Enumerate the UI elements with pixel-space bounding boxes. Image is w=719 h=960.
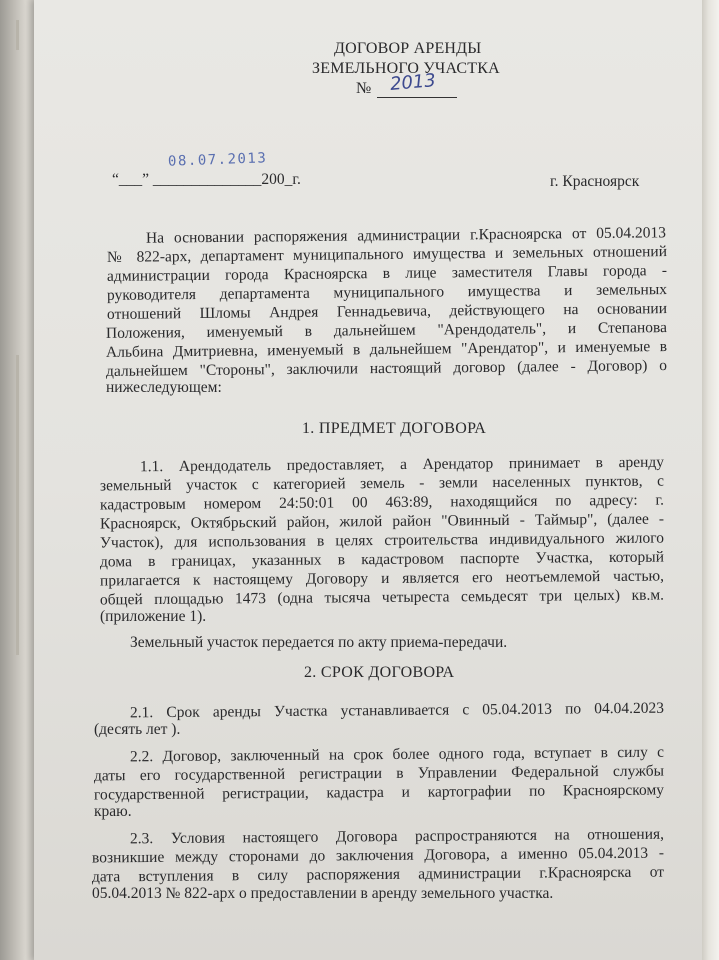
preamble-line: дальнейшем "Стороны", заключили настоящий договор (далее - Договор) о bbox=[105, 357, 668, 380]
section-2-title: 2. СРОК ДОГОВОРА bbox=[304, 664, 455, 681]
binder-mark bbox=[16, 355, 19, 655]
section-1-line: дома в границах, указанных в кадастровом паспорте Участка, который bbox=[99, 548, 665, 571]
section-1-line: Красноярск, Октябрьский район, жилой район "Овинный - Таймыр", (далее - bbox=[99, 510, 665, 533]
preamble-line: На основании распоряжения администрации г.Красноярска от 05.04.2013 bbox=[145, 224, 667, 247]
section-2-line: дата вступления в силу распоряжения администрации г.Красноярска от bbox=[91, 863, 665, 886]
preamble-line: Альбина Дмитриевна, именуемый в дальнейшем "Арендатор", и именуемые в bbox=[105, 338, 668, 361]
city-label: г. Красноярск bbox=[550, 173, 640, 190]
section-1-line: кадастровым номером 24:50:01 00 463:89, находящийся по адресу: г. bbox=[99, 491, 665, 514]
binder-mark bbox=[16, 20, 19, 50]
section-1-transfer-note: Земельный участок передается по акту приема-передачи. bbox=[130, 634, 508, 651]
section-2-line: возникшие между сторонами до заключения Договора, а именно 05.04.2013 - bbox=[91, 844, 665, 867]
section-2-line: 2.3. Условия настоящего Договора распространяются на отношения, bbox=[129, 825, 665, 848]
preamble-line: администрации города Красноярска в лице заместителя Главы города - bbox=[106, 262, 668, 285]
preamble-line: руководителя департамента муниципального имущества и земельных bbox=[106, 281, 668, 304]
document-page bbox=[34, 0, 702, 960]
section-2-line: даты его государственной регистрации в Управлении Федеральной службы bbox=[93, 762, 665, 785]
document-title: ДОГОВОР АРЕНДЫ bbox=[334, 40, 482, 57]
number-underline bbox=[377, 97, 457, 98]
section-2-line: 2.2. Договор, заключенный на срок более одного года, вступает в силу с bbox=[129, 743, 665, 766]
section-1-line: прилагается к настоящему Договору и является его неотъемлемой частью, bbox=[99, 567, 665, 590]
section-2-line: (десять лет ). bbox=[94, 721, 181, 738]
section-1-line: Участок), для использования в целях строительства индивидуального жилого bbox=[99, 529, 665, 552]
document-subtitle: ЗЕМЕЛЬНОГО УЧАСТКА bbox=[312, 60, 500, 77]
section-1-line: (приложение 1). bbox=[100, 608, 207, 625]
section-1-title: 1. ПРЕДМЕТ ДОГОВОРА bbox=[302, 420, 487, 437]
preamble-line: отношений Шломы Андрея Геннадьевича, действующего на основании bbox=[106, 300, 668, 323]
date-line: “___” ______________200_г. bbox=[112, 171, 301, 188]
page-right-edge bbox=[702, 0, 719, 960]
section-2-line: 2.1. Срок аренды Участка устанавливается с 05.04.2013 по 04.04.2023 bbox=[129, 699, 665, 722]
section-2-line: 05.04.2013 № 822-арх о предоставлении в аренду земельного участка. bbox=[92, 885, 554, 902]
section-2-line: краю. bbox=[94, 803, 132, 820]
handwritten-number: 2013 bbox=[389, 70, 437, 95]
section-1-line: общей площадью 1473 (одна тысяча четыреста семьдесят три целых) кв.м. bbox=[99, 586, 665, 609]
section-2-line: государственной регистрации, кадастра и картографии по Красноярскому bbox=[93, 781, 665, 804]
preamble-line: Положения, именуемый в дальнейшем "Арендодатель", и Степанова bbox=[105, 319, 668, 342]
date-stamp: 08.07.2013 bbox=[167, 150, 268, 170]
preamble-line: нижеследующем: bbox=[106, 379, 222, 396]
section-1-line: земельный участок с категорией земель - земли населенных пунктов, с bbox=[99, 472, 665, 495]
number-sign: № bbox=[356, 80, 372, 97]
section-1-line: 1.1. Арендодатель предоставляет, а Арендатор принимает в аренду bbox=[139, 453, 665, 476]
preamble-line: № 822-арх, департамент муниципального имущества и земельных отношений bbox=[106, 243, 668, 266]
